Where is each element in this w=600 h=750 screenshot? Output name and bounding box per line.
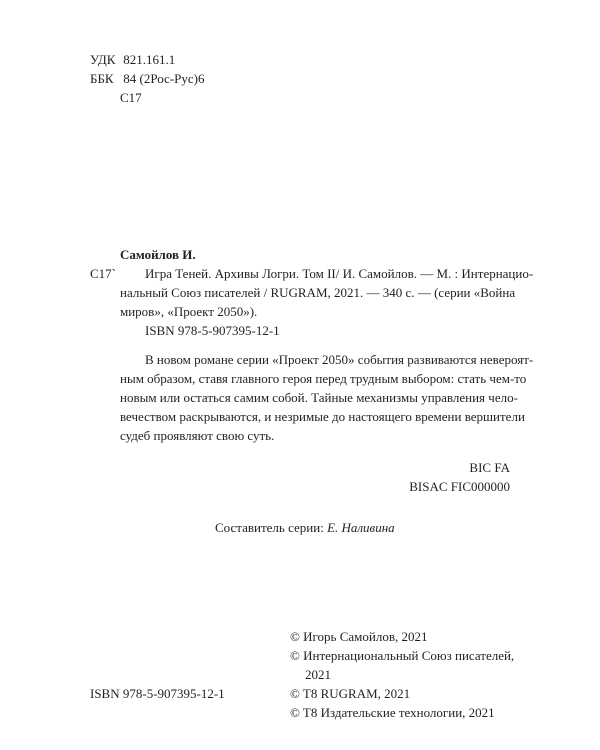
entry-mark: С17` (90, 266, 116, 281)
bbk-row (90, 69, 205, 88)
copyright-line: © T8 Издательские технологии, 2021 (290, 705, 495, 720)
bbk-label: ББК (90, 71, 114, 86)
annotation-line: судеб проявляют свою суть. (120, 428, 275, 443)
udk-row (90, 50, 175, 69)
series-compiler-name: Е. Наливина (327, 520, 395, 535)
description-line: миров», «Проект 2050»). (120, 304, 258, 319)
annotation (120, 350, 534, 445)
udk-value: 821.161.1 (123, 52, 176, 67)
copyright-line: 2021 (305, 667, 331, 682)
series-compiler-label: Составитель серии: (215, 520, 328, 535)
copyright-line: © Интернациональный Союз писателей, (290, 648, 515, 663)
annotation-line: ным образом, ставя главного героя перед трудным выбором: стать чем-то (120, 371, 527, 386)
bisac-code: BISAC FIC000000 (409, 479, 510, 494)
copyright-line: © Игорь Самойлов, 2021 (290, 629, 428, 644)
series-compiler (215, 518, 395, 537)
description-line: нальный Союз писателей / RUGRAM, 2021. — 340 с. — (серии «Война (120, 285, 516, 300)
footer-isbn: ISBN 978-5-907395-12-1 (90, 686, 225, 701)
bic-code: BIC FA (469, 460, 510, 475)
entry-isbn: ISBN 978-5-907395-12-1 (145, 323, 280, 338)
author-mark: С17 (120, 90, 142, 105)
annotation-line: вечеством раскрываются, и незримые до настоящего времени вершители (120, 409, 525, 424)
entry-description (120, 264, 534, 321)
entry-author: Самойлов И. (120, 247, 196, 262)
annotation-line: В новом романе серии «Проект 2050» события развиваются невероят- (145, 352, 534, 367)
udk-label: УДК (90, 52, 116, 67)
copyright-block (290, 627, 520, 722)
annotation-line: новым или остаться самим собой. Тайные механизмы управления чело- (120, 390, 518, 405)
description-line: Игра Теней. Архивы Логри. Том II/ И. Самойлов. — М. : Интернацио- (145, 266, 534, 281)
bbk-value: 84 (2Рос-Рус)6 (123, 71, 205, 86)
copyright-line: © T8 RUGRAM, 2021 (290, 686, 411, 701)
